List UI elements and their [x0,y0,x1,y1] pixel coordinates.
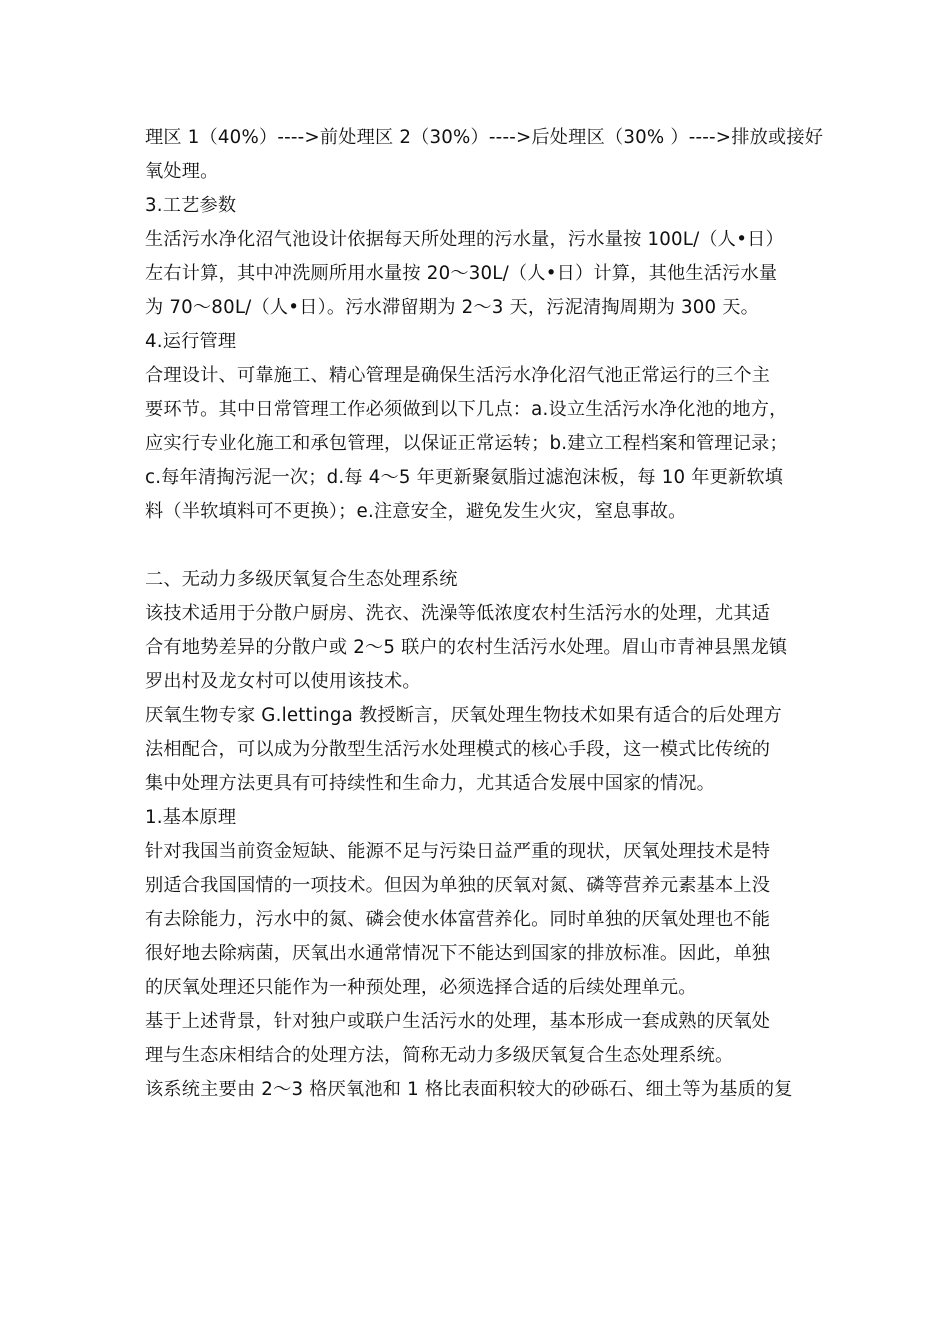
text-line: 合理设计、可靠施工、精心管理是确保生活污水净化沼气池正常运行的三个主 [145,365,771,386]
chapter-heading: 二、无动力多级厌氧复合生态处理系统 [145,569,458,590]
text-line: 应实行专业化施工和承包管理，以保证正常运转；b.建立工程档案和管理记录； [145,433,788,454]
section-heading: 1.基本原理 [145,807,237,828]
text-line: 有去除能力，污水中的氮、磷会使水体富营养化。同时单独的厌氧处理也不能 [145,909,771,930]
document-body [145,121,824,1107]
text-line: 左右计算，其中冲洗厕所用水量按 20～30L/（人•日）计算，其他生活污水量 [145,263,778,284]
section-heading: 4.运行管理 [145,331,237,352]
blank-line [145,529,810,563]
text-line: 料（半软填料可不更换）；e.注意安全，避免发生火灾，窒息事故。 [145,501,687,522]
text-line: 该技术适用于分散户厨房、洗衣、洗澡等低浓度农村生活污水的处理，尤其适 [145,603,771,624]
text-line: c.每年清掏污泥一次；d.每 4～5 年更新聚氨脂过滤泡沫板，每 10 年更新软填 [145,467,784,488]
text-line: 集中处理方法更具有可持续性和生命力，尤其适合发展中国家的情况。 [145,773,716,794]
text-line: 生活污水净化沼气池设计依据每天所处理的污水量，污水量按 100L/（人•日） [145,229,784,250]
text-line: 法相配合，可以成为分散型生活污水处理模式的核心手段，这一模式比传统的 [145,739,771,760]
text-line: 合有地势差异的分散户或 2～5 联户的农村生活污水处理。眉山市青神县黑龙镇 [145,637,788,658]
text-line: 要环节。其中日常管理工作必须做到以下几点：a.设立生活污水净化池的地方， [145,399,788,420]
text-line: 基于上述背景，针对独户或联户生活污水的处理，基本形成一套成熟的厌氧处 [145,1011,771,1032]
text-line: 为 70～80L/（人•日）。污水滞留期为 2～3 天，污泥清掏周期为 300 天。 [145,297,760,318]
text-line: 理与生态床相结合的处理方法，简称无动力多级厌氧复合生态处理系统。 [145,1045,734,1066]
text-line: 理区 1（40%）---->前处理区 2（30%）---->后处理区（30% ）---->排放或接好 [145,127,824,148]
text-line: 别适合我国国情的一项技术。但因为单独的厌氧对氮、磷等营养元素基本上没 [145,875,771,896]
text-line: 氧处理。 [145,161,219,182]
text-line: 该系统主要由 2～3 格厌氧池和 1 格比表面积较大的砂砾石、细土等为基质的复 [145,1079,793,1100]
text-line: 厌氧生物专家 G.lettinga 教授断言，厌氧处理生物技术如果有适合的后处理方 [145,705,782,726]
text-line: 针对我国当前资金短缺、能源不足与污染日益严重的现状，厌氧处理技术是特 [145,841,771,862]
text-line: 的厌氧处理还只能作为一种预处理，必须选择合适的后续处理单元。 [145,977,697,998]
section-heading: 3.工艺参数 [145,195,237,216]
text-line: 罗出村及龙女村可以使用该技术。 [145,671,421,692]
text-line: 很好地去除病菌，厌氧出水通常情况下不能达到国家的排放标准。因此，单独 [145,943,771,964]
